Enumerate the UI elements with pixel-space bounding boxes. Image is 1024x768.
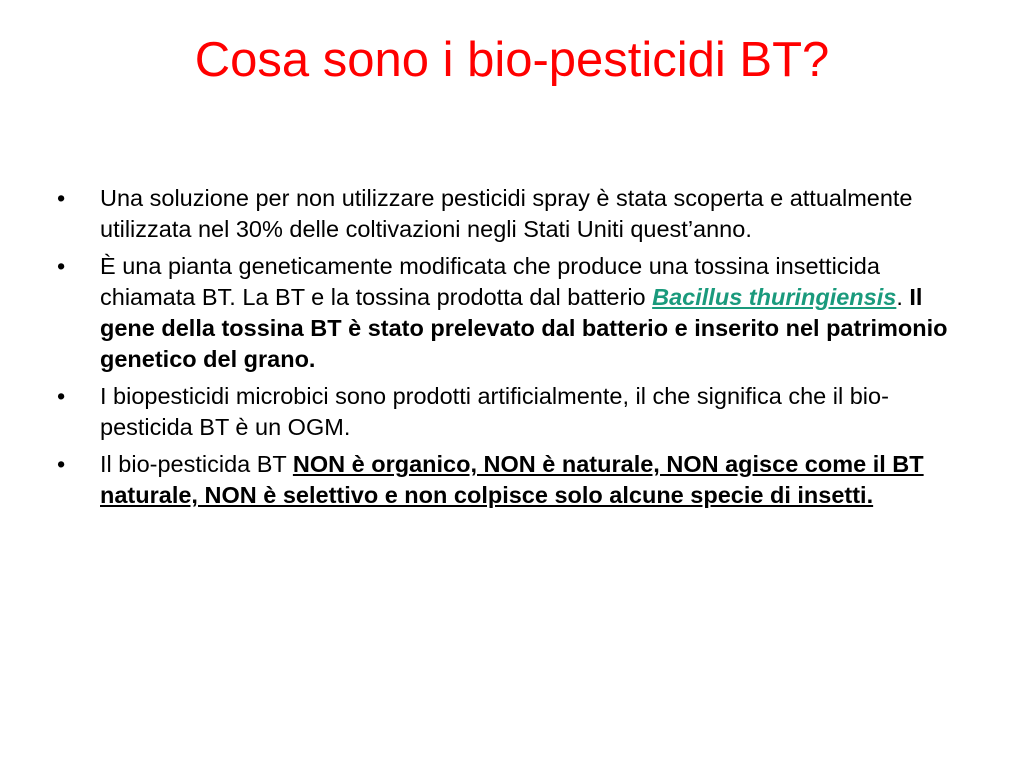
bacillus-link[interactable]: Bacillus thuringiensis: [652, 284, 897, 310]
bullet-bold-text: Il gene della tossina BT è stato prelevato dal batterio e inserito nel patrimonio genetico del grano.: [100, 284, 948, 372]
bullet-icon: •: [57, 451, 66, 477]
bullet-icon: •: [57, 253, 66, 279]
bullet-text-after-link: .: [896, 284, 910, 310]
bullet-text: Una soluzione per non utilizzare pesticidi spray è stata scoperta e attualmente utilizzata nel 30% delle coltivazioni negli Stati Uniti quest’anno.: [100, 185, 913, 242]
bullet-item-3: [57, 381, 977, 443]
bullet-item-2: [57, 251, 977, 375]
bullet-list: [57, 183, 977, 517]
bullet-text: Il bio-pesticida BT: [100, 451, 293, 477]
bullet-item-4: [57, 449, 977, 511]
bullet-icon: •: [57, 185, 66, 211]
bullet-text: I biopesticidi microbici sono prodotti artificialmente, il che significa che il bio-pesticida BT è un OGM.: [100, 383, 889, 440]
bullet-text: È una pianta geneticamente modificata che produce una tossina insetticida chiamata BT. La BT e la tossina prodotta dal batterio: [100, 253, 880, 310]
bullet-icon: •: [57, 383, 66, 409]
bullet-bold-underlined-text: NON è organico, NON è naturale, NON agisce come il BT naturale, NON è selettivo e non colpisce solo alcune specie di insetti.: [100, 451, 924, 508]
bullet-item-1: [57, 183, 977, 245]
slide-title: Cosa sono i bio-pesticidi BT?: [194, 33, 830, 87]
